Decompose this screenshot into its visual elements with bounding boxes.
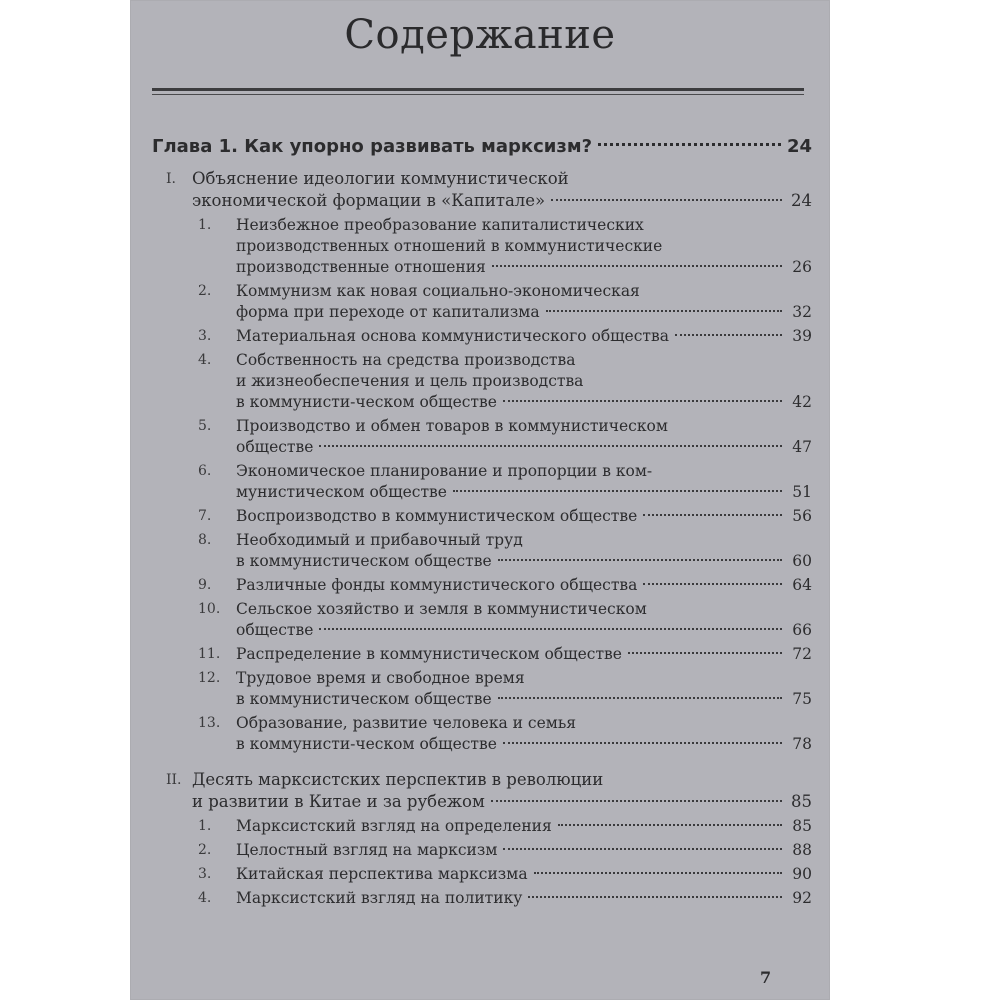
entry-title-text: Различные фонды коммунистического общества bbox=[236, 576, 638, 594]
entry-page-number: 66 bbox=[792, 621, 812, 639]
dot-leader bbox=[498, 559, 782, 561]
entry-title-text: Марксистский взгляд на политику bbox=[236, 889, 523, 907]
dot-leader bbox=[319, 445, 782, 447]
entry-page-number: 64 bbox=[792, 576, 812, 594]
section-body bbox=[192, 769, 812, 813]
entry-title-text: мунистическом обществе bbox=[236, 483, 447, 501]
entry-page-number: 51 bbox=[792, 483, 812, 501]
section-page-number: 24 bbox=[791, 191, 812, 210]
dot-leader bbox=[598, 143, 781, 146]
section-title-last-line bbox=[192, 791, 812, 813]
entry-title-last-line bbox=[236, 392, 812, 413]
entry-title-line: Производство и обмен товаров в коммунистическом bbox=[236, 417, 668, 435]
dot-leader bbox=[546, 310, 782, 312]
section-page-number: 85 bbox=[791, 792, 812, 811]
toc-entry[interactable] bbox=[152, 713, 812, 755]
dot-leader bbox=[675, 334, 782, 336]
entry-page-number: 72 bbox=[792, 645, 812, 663]
entry-title-line: Образование, развитие человека и семья bbox=[236, 714, 577, 732]
entry-number: 6. bbox=[198, 463, 212, 479]
entry-title-text: Целостный взгляд на марксизм bbox=[236, 841, 498, 859]
toc-entry[interactable] bbox=[152, 840, 812, 861]
entry-title-line: Экономическое планирование и пропорции в ком- bbox=[236, 462, 653, 480]
entry-title-text: Распределение в коммунистическом обществе bbox=[236, 645, 622, 663]
entry-page-number: 85 bbox=[792, 817, 812, 835]
title-rule-thick bbox=[152, 88, 804, 91]
entry-number: 5. bbox=[198, 418, 212, 434]
entry-number: 7. bbox=[198, 508, 212, 524]
entry-text bbox=[236, 644, 812, 665]
dot-leader bbox=[528, 896, 782, 898]
section-body bbox=[192, 168, 812, 212]
dot-leader bbox=[628, 652, 782, 654]
dot-leader bbox=[643, 583, 782, 585]
entry-title-last-line bbox=[236, 482, 812, 503]
section-title-text: и развитии в Китае и за рубежом bbox=[192, 792, 485, 811]
entry-title-text: в коммунистическом обществе bbox=[236, 552, 492, 570]
dot-leader bbox=[503, 848, 782, 850]
entry-text bbox=[236, 840, 812, 861]
entry-title-line: и жизнеобеспечения и цель производства bbox=[236, 372, 584, 390]
entry-page-number: 39 bbox=[792, 327, 812, 345]
entry-text bbox=[236, 816, 812, 837]
entry-title-text: производственные отношения bbox=[236, 258, 486, 276]
entry-page-number: 26 bbox=[792, 258, 812, 276]
entry-title-text: обществе bbox=[236, 621, 314, 639]
entry-title-line: Неизбежное преобразование капиталистических bbox=[236, 216, 644, 234]
entry-page-number: 47 bbox=[792, 438, 812, 456]
entry-text bbox=[236, 416, 812, 458]
entry-title-text: в коммунисти-ческом обществе bbox=[236, 735, 497, 753]
section-title-last-line bbox=[192, 190, 812, 212]
entry-title-text: Воспроизводство в коммунистическом обществе bbox=[236, 507, 638, 525]
dot-leader bbox=[643, 514, 782, 516]
entry-text bbox=[236, 461, 812, 503]
entry-page-number: 42 bbox=[792, 393, 812, 411]
entry-text bbox=[236, 575, 812, 596]
toc-entry[interactable] bbox=[152, 888, 812, 909]
entry-number: 2. bbox=[198, 283, 212, 299]
entry-number: 13. bbox=[198, 715, 221, 731]
entry-page-number: 78 bbox=[792, 735, 812, 753]
entry-title-last-line bbox=[236, 689, 812, 710]
dot-leader bbox=[558, 824, 782, 826]
chapter-heading[interactable] bbox=[152, 130, 812, 164]
toc-entry[interactable] bbox=[152, 461, 812, 503]
chapter-title: Глава 1. Как упорно развивать марксизм? bbox=[152, 136, 593, 157]
entry-title-line: Необходимый и прибавочный труд bbox=[236, 531, 523, 549]
entry-title-last-line bbox=[236, 302, 812, 323]
entry-number: 12. bbox=[198, 670, 221, 686]
dot-leader bbox=[491, 800, 782, 802]
toc-section[interactable] bbox=[152, 168, 812, 212]
entry-number: 4. bbox=[198, 352, 212, 368]
entry-title-last-line bbox=[236, 864, 812, 885]
entry-title-last-line bbox=[236, 506, 812, 527]
entry-page-number: 92 bbox=[792, 889, 812, 907]
table-of-contents bbox=[152, 130, 812, 909]
entry-title-last-line bbox=[236, 734, 812, 755]
toc-entry[interactable] bbox=[152, 326, 812, 347]
entry-number: 3. bbox=[198, 866, 212, 882]
dot-leader bbox=[453, 490, 782, 492]
entry-title-last-line bbox=[236, 257, 812, 278]
entry-title-text: Марксистский взгляд на определения bbox=[236, 817, 552, 835]
section-title-line: Объяснение идеологии коммунистической bbox=[192, 169, 569, 188]
section-title-text: экономической формации в «Капитале» bbox=[192, 191, 546, 210]
entry-text bbox=[236, 506, 812, 527]
dot-leader bbox=[503, 400, 782, 402]
entry-text bbox=[236, 215, 812, 278]
entry-title-text: Материальная основа коммунистического общества bbox=[236, 327, 669, 345]
entry-number: 3. bbox=[198, 328, 212, 344]
entry-number: 1. bbox=[198, 217, 212, 233]
dot-leader bbox=[551, 199, 782, 201]
toc-entry[interactable] bbox=[152, 644, 812, 665]
page-title: Содержание bbox=[344, 12, 616, 58]
toc-entry[interactable] bbox=[152, 668, 812, 710]
entry-title-line: Трудовое время и свободное время bbox=[236, 669, 525, 687]
entry-text bbox=[236, 668, 812, 710]
entry-title-text: в коммунистическом обществе bbox=[236, 690, 492, 708]
entry-title-last-line bbox=[236, 620, 812, 641]
toc-section[interactable] bbox=[152, 769, 812, 813]
entry-text bbox=[236, 864, 812, 885]
entry-page-number: 60 bbox=[792, 552, 812, 570]
entry-title-text: форма при переходе от капитализма bbox=[236, 303, 540, 321]
dot-leader bbox=[498, 697, 782, 699]
chapter-page-number: 24 bbox=[786, 136, 812, 157]
dot-leader bbox=[319, 628, 782, 630]
entry-number: 8. bbox=[198, 532, 212, 548]
dot-leader bbox=[492, 265, 782, 267]
entry-title-text: Китайская перспектива марксизма bbox=[236, 865, 528, 883]
entry-page-number: 88 bbox=[792, 841, 812, 859]
entry-title-line: Коммунизм как новая социально-экономическая bbox=[236, 282, 640, 300]
toc-entry[interactable] bbox=[152, 599, 812, 641]
entry-title-text: обществе bbox=[236, 438, 314, 456]
entry-title-last-line bbox=[236, 437, 812, 458]
section-title-line: Десять марксистских перспектив в революции bbox=[192, 770, 604, 789]
entry-title-last-line bbox=[236, 888, 812, 909]
entry-page-number: 75 bbox=[792, 690, 812, 708]
entry-text bbox=[236, 281, 812, 323]
entry-title-last-line bbox=[236, 551, 812, 572]
toc-entry[interactable] bbox=[152, 816, 812, 837]
entry-text bbox=[236, 326, 812, 347]
entry-title-last-line bbox=[236, 326, 812, 347]
toc-entry[interactable] bbox=[152, 350, 812, 413]
entry-title-last-line bbox=[236, 575, 812, 596]
toc-entry[interactable] bbox=[152, 864, 812, 885]
entry-number: 11. bbox=[198, 646, 221, 662]
section-number: II. bbox=[166, 772, 182, 788]
entry-number: 4. bbox=[198, 890, 212, 906]
entry-title-line: Собственность на средства производства bbox=[236, 351, 576, 369]
entry-text bbox=[236, 599, 812, 641]
entry-number: 2. bbox=[198, 842, 212, 858]
entry-text bbox=[236, 888, 812, 909]
entry-number: 10. bbox=[198, 601, 221, 617]
book-page bbox=[130, 0, 830, 1000]
entry-title-text: в коммунисти-ческом обществе bbox=[236, 393, 497, 411]
entry-number: 1. bbox=[198, 818, 212, 834]
entry-number: 9. bbox=[198, 577, 212, 593]
section-number: I. bbox=[166, 171, 176, 187]
entry-text bbox=[236, 350, 812, 413]
dot-leader bbox=[503, 742, 782, 744]
toc-entry[interactable] bbox=[152, 215, 812, 278]
entry-title-last-line bbox=[236, 644, 812, 665]
toc-entry[interactable] bbox=[152, 530, 812, 572]
entry-page-number: 32 bbox=[792, 303, 812, 321]
entry-title-line: Сельское хозяйство и земля в коммунистическом bbox=[236, 600, 647, 618]
page-folio: 7 bbox=[760, 968, 772, 987]
dot-leader bbox=[534, 872, 782, 874]
toc-entry[interactable] bbox=[152, 281, 812, 323]
entry-title-last-line bbox=[236, 840, 812, 861]
entry-title-last-line bbox=[236, 816, 812, 837]
toc-entry[interactable] bbox=[152, 416, 812, 458]
toc-entry[interactable] bbox=[152, 506, 812, 527]
entry-page-number: 90 bbox=[792, 865, 812, 883]
entry-text bbox=[236, 530, 812, 572]
entry-page-number: 56 bbox=[792, 507, 812, 525]
toc-entry[interactable] bbox=[152, 575, 812, 596]
entry-text bbox=[236, 713, 812, 755]
entry-title-line: производственных отношений в коммунистические bbox=[236, 237, 663, 255]
title-rule-thin bbox=[152, 94, 804, 95]
